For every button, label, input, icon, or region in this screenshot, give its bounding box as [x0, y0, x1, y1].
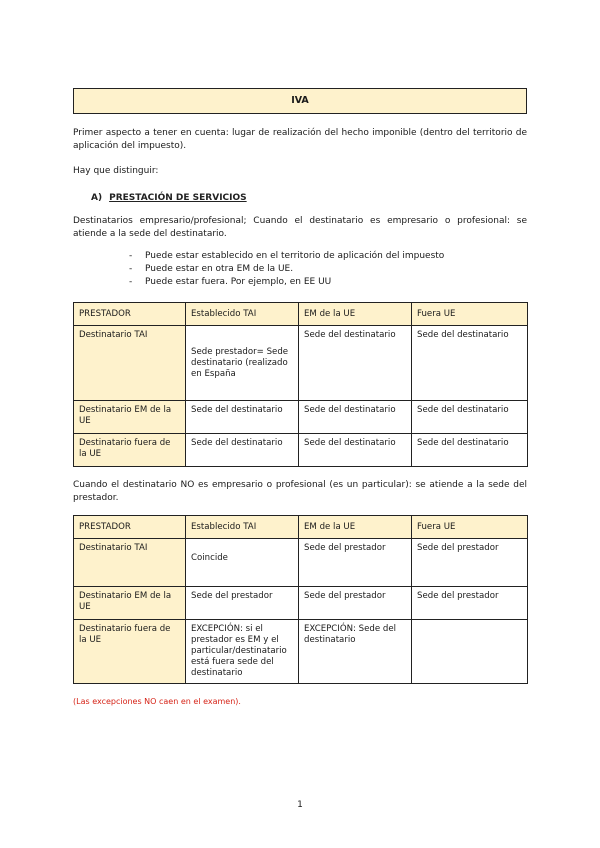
- cell-text: Coincide: [191, 553, 228, 564]
- cell-text: Sede prestador= Sede destinatario (realizado en España: [191, 347, 289, 380]
- table-cell: EXCEPCIÓN: Sede del destinatario: [299, 620, 412, 684]
- table-cell: EXCEPCIÓN: si el prestador es EM y el particular/destinatario está fuera sede del destinatario: [186, 620, 299, 684]
- row-label-cell: Destinatario fuera de la UE: [74, 434, 186, 467]
- table-cell: Sede del destinatario: [412, 434, 528, 467]
- table-header-cell: Fuera UE: [412, 303, 528, 326]
- table-cell: Sede del prestador: [299, 587, 412, 620]
- table-cell: [186, 539, 299, 587]
- table-cell: [186, 326, 299, 401]
- table-header-cell: PRESTADOR: [74, 516, 186, 539]
- table-header-cell: PRESTADOR: [74, 303, 186, 326]
- table-cell: Sede del destinatario: [299, 326, 412, 401]
- table-header-cell: EM de la UE: [299, 516, 412, 539]
- table-header-cell: EM de la UE: [299, 303, 412, 326]
- distinguish-text: Hay que distinguir:: [73, 166, 159, 176]
- row-label-cell: Destinatario EM de la UE: [74, 401, 186, 434]
- private-recipient-table: [73, 515, 528, 684]
- table-cell: Sede del prestador: [186, 587, 299, 620]
- table-cell: Sede del destinatario: [412, 326, 528, 401]
- table-cell: Sede del destinatario: [412, 401, 528, 434]
- table-cell: Sede del prestador: [412, 587, 528, 620]
- list-item: - Puede estar establecido en el territorio de aplicación del impuesto: [129, 250, 527, 263]
- row-label-cell: Destinatario EM de la UE: [74, 587, 186, 620]
- document-title: IVA: [73, 88, 527, 114]
- intro-paragraph: Primer aspecto a tener en cuenta: lugar de realización del hecho imponible (dentro del territorio de aplicación del impuesto).: [73, 128, 527, 151]
- document-page: [73, 88, 527, 709]
- table-cell: Sede del destinatario: [299, 434, 412, 467]
- row-label-cell: Destinatario TAI: [74, 326, 186, 401]
- table-cell: Sede del destinatario: [186, 434, 299, 467]
- table-row: [74, 620, 528, 684]
- table-row: [74, 587, 528, 620]
- table-cell: Sede del destinatario: [299, 401, 412, 434]
- table-row: [74, 434, 528, 467]
- section-heading: [91, 192, 527, 205]
- bullet-list: [129, 250, 527, 288]
- table-row: [74, 401, 528, 434]
- table-header-cell: Fuera UE: [412, 516, 528, 539]
- table-cell: Sede del prestador: [299, 539, 412, 587]
- row-label-cell: Destinatario TAI: [74, 539, 186, 587]
- table-cell: [412, 620, 528, 684]
- section-letter: A): [91, 192, 103, 203]
- table-row: [74, 326, 528, 401]
- exam-note: (Las excepciones NO caen en el examen).: [73, 697, 241, 707]
- table-cell: Sede del destinatario: [186, 401, 299, 434]
- row-label-cell: Destinatario fuera de la UE: [74, 620, 186, 684]
- private-recipient-paragraph: Cuando el destinatario NO es empresario o profesional (es un particular): se atiende a la sede del prestador.: [73, 480, 527, 503]
- table-header-cell: Establecido TAI: [186, 516, 299, 539]
- table-header-cell: Establecido TAI: [186, 303, 299, 326]
- list-item: - Puede estar fuera. Por ejemplo, en EE UU: [129, 276, 527, 289]
- recipients-paragraph: Destinatarios empresario/profesional; Cuando el destinatario es empresario o profesional: se atiende a la sede del destinatario.: [73, 216, 527, 239]
- table-header-row: [74, 303, 528, 326]
- table-header-row: [74, 516, 528, 539]
- section-title: PRESTACIÓN DE SERVICIOS: [109, 192, 247, 203]
- list-item: - Puede estar en otra EM de la UE.: [129, 263, 527, 276]
- business-recipient-table: [73, 302, 528, 467]
- page-number: 1: [297, 800, 303, 810]
- table-cell: Sede del prestador: [412, 539, 528, 587]
- table-row: [74, 539, 528, 587]
